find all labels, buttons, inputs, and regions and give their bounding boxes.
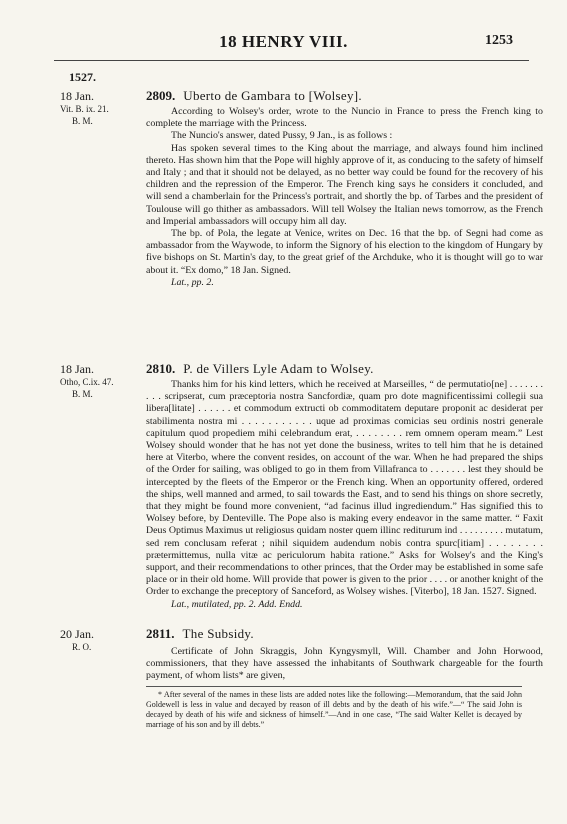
page-number: 1253 [485, 33, 513, 48]
footnote-rule [146, 686, 522, 687]
entry-margin [60, 362, 115, 400]
footnote: * After several of the names in these lists are added notes like the following:—Memorandum, that the said John Goldewell is less in value and decayed by reason of ill debts and by the death of his wife.”—“ The said John is decayed by death of his wife and sickness of himself.”—And in one case, “The said Walter Kellet is decayed by marriage of his son and by ill debts.” [146, 690, 522, 729]
entry-title: P. de Villers Lyle Adam to Wolsey. [183, 361, 374, 376]
entry-number: 2810. [146, 361, 176, 376]
entry-margin [60, 89, 115, 127]
entry-date: 18 Jan. [60, 89, 94, 103]
entry-date: 18 Jan. [60, 362, 94, 376]
entry-reference: Vit. B. ix. 21. [60, 104, 109, 114]
entry-title: Uberto de Gambara to [Wolsey]. [183, 88, 362, 103]
entry-title: The Subsidy. [182, 626, 254, 641]
entry-paragraph: The bp. of Pola, the legate at Venice, writes on Dec. 16 that the bp. of Segni had come as ambassador from the Waywode, to inform the Signory of his election to the kingdom of Hungary by five bishops on St. Martin's day, to the great grief of the Archduke, who it is thought will go to war about it. “Ex domo,” 18 Jan. Signed. [146, 228, 543, 276]
running-title: 18 HENRY VIII. [219, 32, 348, 51]
entry-paragraph: According to Wolsey's order, wrote to the Nuncio in France to press the French king to complete the marriage with the Princess. [146, 106, 543, 130]
entry-repository: R. O. [72, 642, 92, 652]
entry-body [146, 106, 543, 289]
header-rule [54, 60, 529, 61]
margin-year: 1527. [69, 70, 96, 84]
entry-language-note: Lat., mutilated, pp. 2. Add. Endd. [171, 598, 303, 610]
entry-heading [146, 362, 546, 376]
entry-reference: Otho, C.ix. 47. [60, 377, 114, 387]
entry-margin [60, 627, 115, 653]
entry-body [146, 379, 543, 611]
entry-heading [146, 89, 546, 103]
entry-paragraph: Thanks him for his kind letters, which he received at Marseilles, “ de permutatio[ne] . . . . . . . . . . scripserat, cum præceptoria nostra Sancfordiæ, quam pro dote magnificentissimi collegii sua libera[litate] . . . . . . et commodum extructi ob commoditatem deputare proponit ac desiderat per stabilimenta nostra mi . . . . . . . . . . . uque ad proximas comicias seu ordinis nostri generale capitulum quod propediem mihi celebrandum erat, . . . . . . . . rem omnem operam meam.” Lest Wolsey should wonder that he has not yet done the business, writes to tell him that he is detained here at Viterbo, where the convent resides, on account of the war. When he had prepared the ships of the Order for sailing, was obliged to go in them from Villafranca to . . . . . . . lest they should be intercepted by the fleets of the Emperor or the French king. When an opportunity offered, ordered the ships, well manned and armed, to sail towards the East, and to send his things on shore secretly, that they might be found more convenient, “ad facinus illud ingrediendum.” Has signified this to Wolsey before, by Denteville. The Pope also is making every endeavor in the same matter. “ Faxit Deus Optimus Maximus ut religiosus quidam noster quem illinc rediturum ind . . . . . . . . . mutatum, sed rem conclusam referat ; nihil siquidem audendum nobis contra spurc[itiam] . . . . . . . . prætermittemus, nulla vitæ ac periculorum habita ratione.” Asks for Wolsey's and the King's support, and their recommendations to other princes, that the Order may be established in some safe place or in their old home. Will provide that power is given to the prior . . . . or another knight of the Order to exchange the preceptory of Sanceford, as Wolsey wishes. [Viterbo], 18 Jan. 1527. Signed. [146, 379, 543, 598]
entry-language-note: Lat., pp. 2. [171, 276, 214, 288]
entry-paragraph: Has spoken several times to the King about the marriage, and always found him inclined thereto. Has shown him that the Pope will highly approve of it, as conducing to the safety of himself and Italy ; and that it should not be delayed, as no better way could be found for the recovery of his children and the repression of the Emperor. The French king says he considers it concluded, and will send a chamberlain for the Princess's portrait, and shortly the bp. of Tarbes and the president of Toulouse will go thither as ambassadors. Will tell Wolsey the Italian news tomorrow, as the French and Imperial ambassadors will occupy him all day. [146, 142, 543, 227]
entry-repository: B. M. [72, 116, 93, 126]
entry-repository: B. M. [72, 389, 93, 399]
entry-heading [146, 627, 546, 641]
entry-body [146, 646, 543, 683]
running-head [0, 32, 567, 52]
entry-number: 2809. [146, 88, 176, 103]
entry-paragraph: The Nuncio's answer, dated Pussy, 9 Jan., is as follows : [171, 130, 393, 142]
entry-paragraph: Certificate of John Skraggis, John Kyngysmyll, Will. Chamber and John Horwood, commissioners, that they have assessed the inhabitants of Southwark chargeable for the fourth payment, of whom lists* are given, [146, 646, 543, 682]
entry-date: 20 Jan. [60, 627, 94, 641]
entry-number: 2811. [146, 626, 175, 641]
